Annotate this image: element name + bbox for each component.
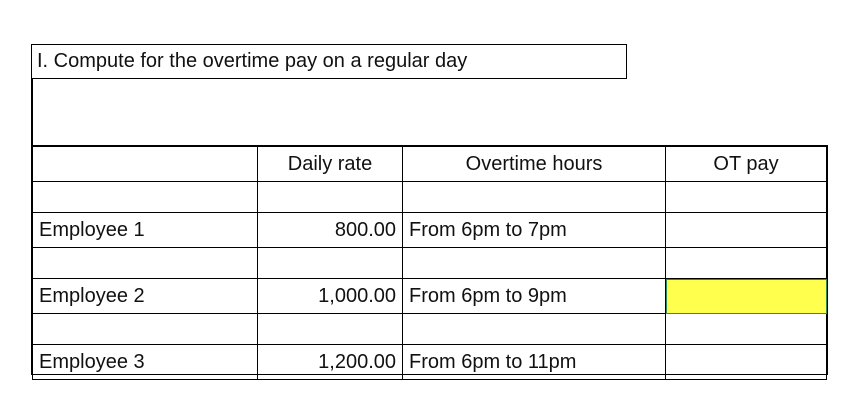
- empty-cell[interactable]: [258, 182, 403, 213]
- employee-name-cell[interactable]: Employee 3: [33, 345, 258, 380]
- header-row: [33, 147, 827, 182]
- ot-pay-cell-selected[interactable]: [666, 279, 827, 314]
- empty-cell[interactable]: [33, 314, 258, 345]
- empty-cell[interactable]: [33, 182, 258, 213]
- empty-cell[interactable]: [33, 248, 258, 279]
- overtime-hours-cell[interactable]: From 6pm to 9pm: [403, 279, 666, 314]
- overtime-table: [31, 145, 828, 375]
- daily-rate-cell[interactable]: 800.00: [258, 213, 403, 248]
- table-row: [33, 213, 827, 248]
- empty-cell[interactable]: [666, 314, 827, 345]
- daily-rate-cell[interactable]: 1,200.00: [258, 345, 403, 380]
- employee-name-cell[interactable]: Employee 2: [33, 279, 258, 314]
- employee-name-cell[interactable]: Employee 1: [33, 213, 258, 248]
- empty-cell[interactable]: [403, 314, 666, 345]
- spacer-row: [33, 182, 827, 213]
- empty-cell[interactable]: [258, 248, 403, 279]
- ot-pay-cell[interactable]: [666, 213, 827, 248]
- spacer-row: [33, 314, 827, 345]
- overtime-hours-cell[interactable]: From 6pm to 7pm: [403, 213, 666, 248]
- table-row: [33, 279, 827, 314]
- header-cell-blank[interactable]: [33, 147, 258, 182]
- problem-title[interactable]: I. Compute for the overtime pay on a regular day: [31, 44, 627, 79]
- left-border-rule: [31, 78, 33, 146]
- empty-cell[interactable]: [666, 248, 827, 279]
- empty-cell[interactable]: [258, 314, 403, 345]
- header-daily-rate[interactable]: Daily rate: [258, 147, 403, 182]
- overtime-hours-cell[interactable]: From 6pm to 11pm: [403, 345, 666, 380]
- empty-cell[interactable]: [403, 248, 666, 279]
- header-ot-pay[interactable]: OT pay: [666, 147, 827, 182]
- table-row: [33, 345, 827, 380]
- ot-pay-cell[interactable]: [666, 345, 827, 380]
- spacer-row: [33, 248, 827, 279]
- empty-cell[interactable]: [666, 182, 827, 213]
- daily-rate-cell[interactable]: 1,000.00: [258, 279, 403, 314]
- header-overtime-hours[interactable]: Overtime hours: [403, 147, 666, 182]
- empty-cell[interactable]: [403, 182, 666, 213]
